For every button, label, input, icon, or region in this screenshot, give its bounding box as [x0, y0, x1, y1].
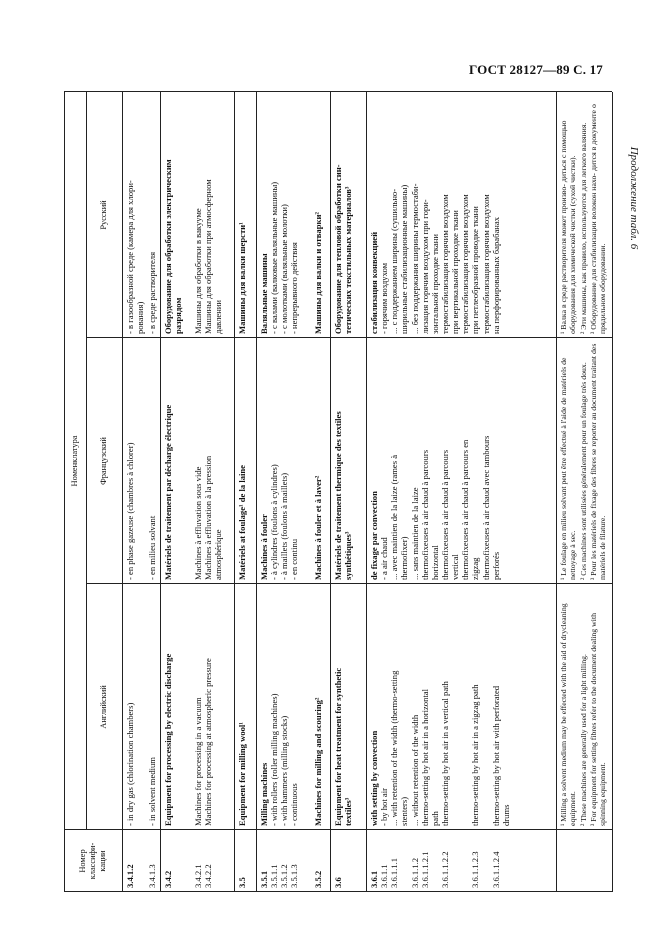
cell-line [460, 588, 470, 826]
table-header [64, 92, 122, 892]
nomenclature-en [144, 584, 160, 830]
table-row [366, 92, 556, 892]
footnotes-english [556, 584, 612, 830]
classification-number [366, 830, 556, 892]
classification-number [122, 830, 144, 892]
russian-header: Русский [99, 200, 109, 230]
rule [122, 92, 123, 892]
nomenclature-en [310, 584, 330, 830]
cell-line: Оборудование для тепловой обработки син- [333, 164, 343, 334]
footnotes-russian [556, 92, 612, 338]
cell-line: horizontal [429, 545, 440, 580]
cell-line: термостабилизация горячим воздухом [460, 194, 471, 334]
cell-line: при вертикальной проходке ткани [450, 210, 461, 334]
rule [234, 92, 235, 892]
cell-line: de fixage par convection [369, 491, 379, 580]
cell-line: термостабилизация горячим воздухом [439, 194, 450, 334]
cell-line: 3.6.1 [369, 870, 379, 888]
footnote: ³ For equipment for setting fibres refer to the document dealing with spinning equipment. [589, 612, 608, 826]
cell-line: vertical [450, 554, 461, 580]
cell-line: при петлеобразной проводке ткани [470, 206, 481, 334]
nomenclature-ru [122, 92, 144, 338]
table-row [256, 92, 310, 892]
cell-line: разрядом [173, 297, 184, 334]
nomenclature-fr [256, 338, 310, 584]
rule [256, 92, 257, 892]
cell-line: Машины для валки и отварки² [313, 212, 323, 334]
cell-line: thermo-setting by hot air in a horizontal [419, 689, 430, 826]
cell-line: - à cylindres (foulons à cylindres) [269, 464, 280, 580]
footnotes-french [556, 338, 612, 584]
footnote: ³ Оборудование для стабилизации волокон нахо- дится в документе о прядильном оборудовании. [589, 104, 608, 334]
rule [366, 92, 367, 892]
classification-number [160, 830, 190, 892]
cell-line: 3.5.1.3 [289, 864, 300, 888]
cell-line: thermofixeuses à air chaud à parcours [439, 449, 450, 580]
cell-line: 3.4.2.1 [193, 864, 203, 888]
cell-line: - en continu [289, 538, 300, 580]
table-row [190, 92, 234, 892]
cell-line: 3.5.2 [313, 870, 323, 888]
rule [160, 92, 161, 892]
cell-line: Машины для обработки в вакууме [193, 208, 203, 334]
cell-line: 3.6.1.1.2.1 [419, 851, 430, 888]
cell-line: ... with retention of the width (thermo-setting [389, 670, 400, 826]
cell-line: - в газообразной среде (камера для хлори- [125, 180, 135, 334]
cell-line: thermofixeuses à air chaud à parcours en [460, 439, 471, 580]
cell-line: thermofixer) [399, 536, 410, 580]
nomenclature-en [122, 584, 144, 830]
english-header: Английский [99, 685, 109, 729]
cell-line: path [429, 811, 440, 826]
cell-line [450, 834, 460, 888]
cell-line: зонтальной проходке ткани [429, 234, 440, 334]
cell-line: - in dry gas (chlorination chambers) [125, 702, 135, 826]
cell-line: Equipment for processing by electric discharge [163, 653, 173, 826]
nomenclature-fr [330, 338, 366, 584]
rule [556, 92, 557, 892]
rule [612, 92, 613, 892]
nomenclature-en [366, 584, 556, 830]
cell-line: - with rollers (roller milling machines) [269, 693, 280, 826]
cell-line: - in solvent medium [147, 757, 157, 826]
cell-line: Machines for processing at atmospheric pressure [203, 658, 214, 826]
rule [86, 337, 612, 338]
table-continuation-label: Продолжение табл. 6 [628, 146, 640, 250]
cell-line [481, 588, 491, 826]
nomenclature-fr [144, 338, 160, 584]
cell-line [460, 834, 470, 888]
footnotes-row [556, 92, 612, 892]
nomenclature-fr [190, 338, 234, 584]
cell-line: - в среде растворителя [147, 251, 157, 334]
cell-line: 3.6.1.1.2.4 [490, 851, 501, 888]
cell-line [430, 834, 440, 888]
table-row [160, 92, 190, 892]
nomenclature-ru [310, 92, 330, 338]
cell-line: ... without retention of the width [409, 714, 420, 826]
french-header: Французский [99, 437, 109, 485]
cell-line: 3.5.1 [259, 870, 269, 888]
cell-line: Machines for processing in a vacuum [193, 697, 203, 826]
footnote: ¹ Валка в среде растворителя может произво- диться с помощью оборудования для химической чистки (сухой чистки). [559, 120, 578, 334]
cell-line: 3.6.1.1.2.3 [470, 851, 481, 888]
table-row [234, 92, 256, 892]
nomenclature-en [234, 584, 256, 830]
cell-line [450, 588, 460, 826]
footnote: ¹ Le foulage en milieu solvant peut être effectué à l'aide de matériels de nettoyage à sec. [559, 357, 578, 580]
classification-number [330, 830, 366, 892]
col-number-header: Номер классифи- кации [78, 842, 107, 880]
table-row [144, 92, 160, 892]
cell-line: ... без поддержания ширины термостаби- [409, 183, 420, 334]
cell-line: 3.4.1.2 [125, 864, 135, 888]
cell-line: 3.4.2 [163, 870, 173, 888]
cell-line: Machines à effluvation à la pression [203, 455, 214, 580]
rule [64, 92, 65, 892]
cell-line: thermo-setting by hot air in a zigzag path [470, 684, 481, 826]
footnote: ² Эти машины, как правило, используются для легкого валяния. [578, 122, 588, 334]
cell-line: 3.6.1.1.2 [409, 857, 420, 888]
footnote: ² Ces machines sont utilisées généralement pour un foulage très doux. [578, 362, 588, 580]
nomenclature-ru [160, 92, 190, 338]
cell-line: - by hot air [379, 788, 390, 826]
cell-line: thermo-setting by hot air in a vertical path [439, 681, 450, 826]
table-row [122, 92, 144, 892]
cell-line: Matériels de traitement par décharge électrique [163, 404, 173, 580]
cell-line: Machines à effluvation sous vide [193, 466, 203, 580]
classification-number [256, 830, 310, 892]
cell-line: - с молотками (валяльные молотки) [279, 204, 290, 334]
cell-line: - a air chaud [379, 537, 390, 580]
cell-line: Milling machines [259, 762, 269, 826]
nomenclature-en [330, 584, 366, 830]
cell-line: thermofixeuses à air chaud avec tambours [480, 435, 491, 580]
cell-line: ... sans maintien de la laize [409, 487, 420, 580]
cell-line: давлении [213, 299, 224, 334]
nomenclature-ru [330, 92, 366, 338]
nomenclature-fr [366, 338, 556, 584]
rotated-classification-table [64, 92, 612, 892]
nomenclature-fr [310, 338, 330, 584]
nomenclature-en [256, 584, 310, 830]
cell-line: 3.5.1.2 [279, 864, 290, 888]
cell-line: Machines à fouler et à laver² [313, 475, 323, 580]
cell-line: Matériels de traitement thermique des textiles [333, 411, 343, 580]
classification-number [310, 830, 330, 892]
footnote: ¹ Milling a solvent medium may be effected with the aid of drycleaning equipment. [559, 603, 578, 826]
nomenclature-ru [366, 92, 556, 338]
classification-number [234, 830, 256, 892]
footnote: ² These machines are generally used for a light milling. [578, 654, 588, 826]
nomenclature-en [160, 584, 190, 830]
cell-line: стабилизация конвекцией [369, 231, 379, 334]
cell-line: perforés [490, 551, 501, 580]
cell-line: 3.6.1.1 [379, 864, 390, 888]
cell-line: термостабилизация горячим воздухом [480, 194, 491, 334]
cell-line: zigzag [470, 557, 481, 580]
cell-line: ... avec maintien de la laize (rames à [389, 454, 400, 580]
cell-line: Machines for milling and scouring² [313, 697, 323, 826]
cell-line: лизация горячим воздухом при гори- [419, 199, 430, 334]
cell-line: Машины для обработки при атмосферном [203, 179, 214, 334]
rule [64, 91, 612, 92]
cell-line: Matériels at foulage¹ de la laine [237, 465, 247, 580]
classification-number [144, 830, 160, 892]
rule [330, 92, 331, 892]
cell-line: - à maillets (foulons à maillets) [279, 472, 290, 580]
table-row [310, 92, 330, 892]
nomenclature-fr [122, 338, 144, 584]
cell-line: atmosphérique [213, 529, 224, 580]
cell-line: - continuous [289, 783, 300, 826]
classification-number [190, 830, 234, 892]
cell-line: 3.5 [237, 877, 247, 888]
cell-line: Оборудование для обработки электрическим [163, 159, 173, 334]
nomenclature-ru [256, 92, 310, 338]
cell-line: 3.6.1.1.2.2 [439, 851, 450, 888]
cell-line: with setting by convection [369, 730, 379, 826]
cell-line: stenters) [399, 796, 410, 826]
cell-line [481, 834, 491, 888]
cell-line: synthétiques³ [343, 531, 354, 580]
nomenclature-header: Номенклатура [70, 435, 80, 487]
cell-line: 3.4.1.3 [147, 864, 157, 888]
cell-line: - непрерывного действия [289, 242, 300, 334]
rule [64, 829, 612, 830]
nomenclature-ru [234, 92, 256, 338]
nomenclature-ru [190, 92, 234, 338]
nomenclature-fr [234, 338, 256, 584]
page-header: ГОСТ 28127—89 С. 17 [469, 62, 603, 77]
cell-line: 3.4.2.2 [203, 864, 214, 888]
cell-line [399, 834, 409, 888]
cell-line: - горячим воздухом [379, 262, 390, 334]
cell-line: тетических текстильных материалов³ [343, 186, 354, 334]
cell-line: ширильные стабилизационные машины) [399, 184, 410, 334]
cell-line: - с валами (валковые валяльные машины) [269, 181, 280, 334]
cell-line: Валяльные машины [259, 253, 269, 334]
cell-line: Equipment for milling wool¹ [237, 722, 247, 826]
cell-line: thermofixeuses à air chaud à parcours [419, 449, 430, 580]
cell-line: - en phase gazeuse (chambres à chlorer) [125, 442, 135, 580]
nomenclature-en [190, 584, 234, 830]
cell-line: Equipment for heat treatment for synthetic [333, 667, 343, 826]
nomenclature-ru [144, 92, 160, 338]
nomenclature-fr [160, 338, 190, 584]
rule [86, 92, 87, 830]
cell-line: 3.5.1.1 [269, 864, 280, 888]
rule [86, 583, 612, 584]
cell-line: - en milieu solvant [147, 515, 157, 580]
cell-line: textiles³ [343, 797, 354, 826]
cell-line: рования) [135, 301, 146, 334]
rule [64, 891, 612, 892]
cell-line: drums [500, 804, 511, 826]
footnote: ³ Pour les matériels de fixage des fibres se reporter au document traitant des matériels de filature. [589, 343, 608, 580]
cell-line: - with hammers (milling stocks) [279, 715, 290, 826]
cell-line: на перфорированных барабанах [490, 217, 501, 334]
cell-line: Machines à fouler [259, 514, 269, 580]
cell-line: 3.6.1.1.1 [389, 857, 400, 888]
cell-line: Машины для валки шерсти¹ [237, 222, 247, 334]
cell-line: 3.6 [333, 877, 343, 888]
cell-line: ... с поддержанием ширины (сушильно- [389, 188, 400, 334]
table-row [330, 92, 366, 892]
cell-line: thermo-setting by hot air with perforated [490, 685, 501, 826]
